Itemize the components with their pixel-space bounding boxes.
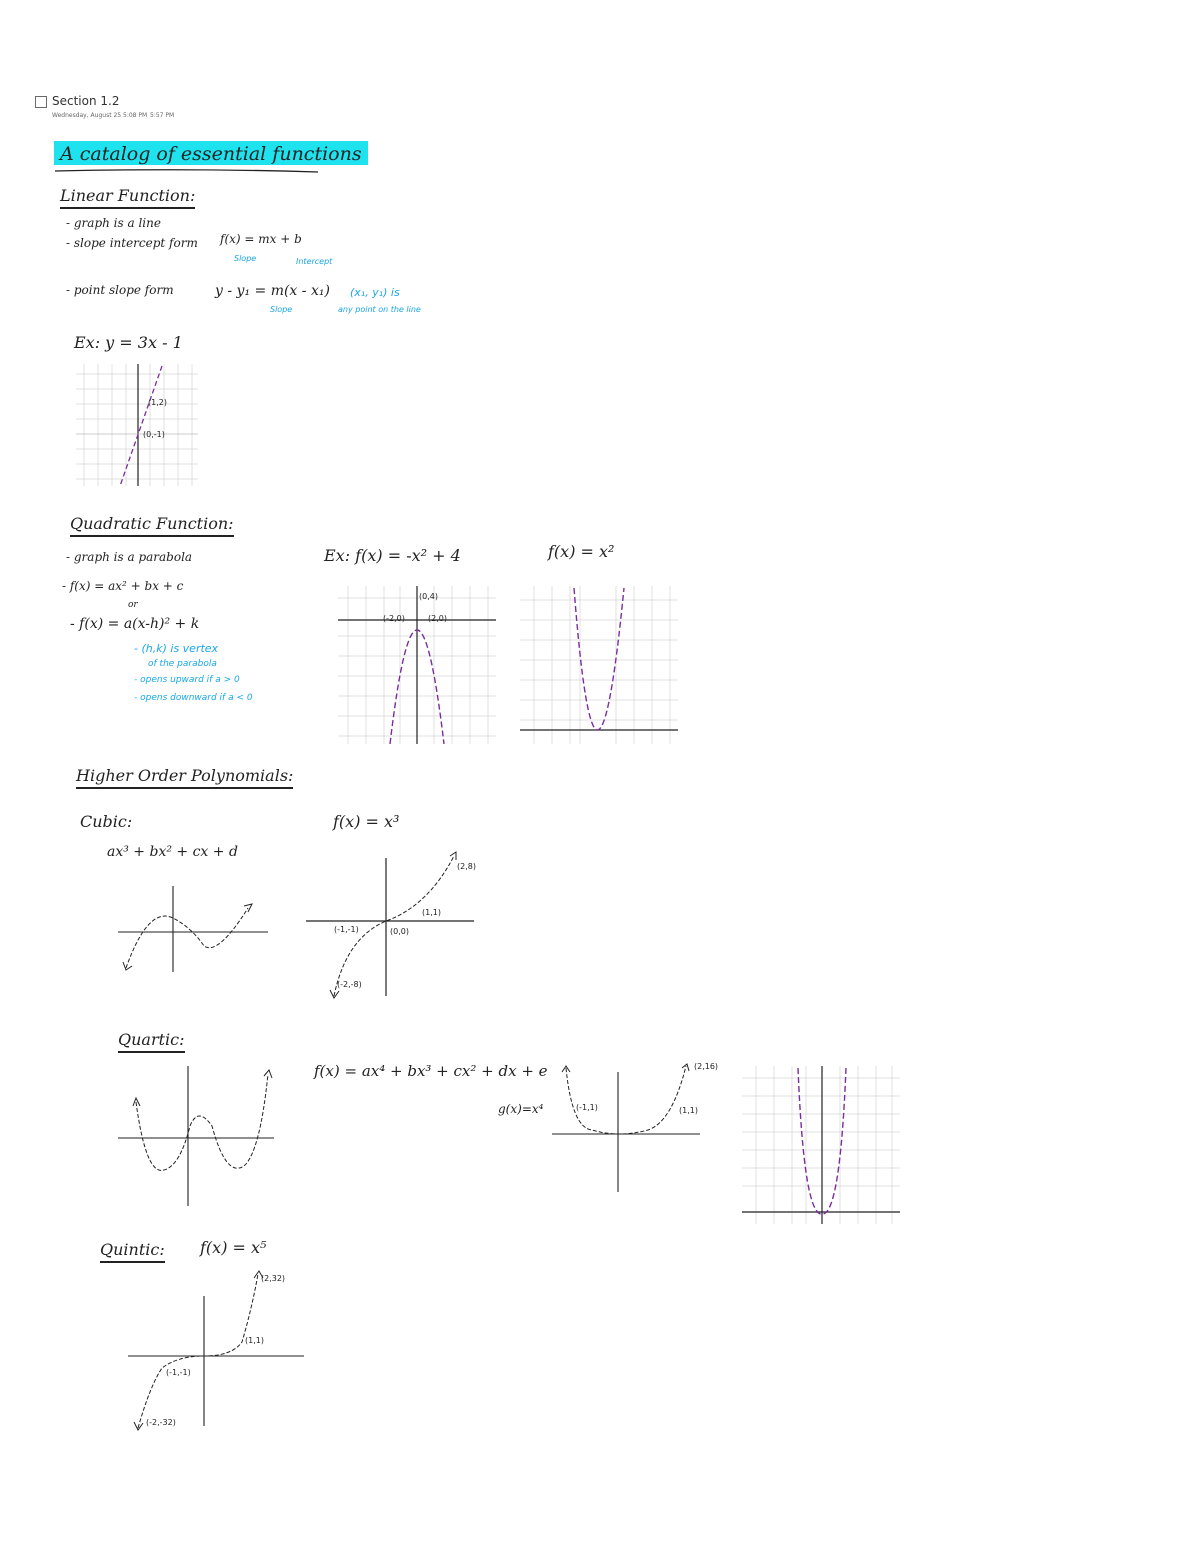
- quartic-sketch-graph: [552, 1062, 702, 1194]
- quadratic-note-1: - (h,k) is vertex: [134, 642, 219, 655]
- quartic-heading: Quartic:: [118, 1030, 185, 1053]
- cubic-parent-graph: [306, 848, 476, 998]
- linear-graph: [76, 364, 206, 489]
- cubic-general-graph: [118, 886, 268, 976]
- quadratic-root-right: (2,0): [428, 614, 447, 623]
- intercept-note: Intercept: [296, 257, 333, 266]
- quartic-example: g(x)=x⁴: [498, 1102, 544, 1116]
- quartic-point-1: (2,16): [694, 1062, 719, 1071]
- quadratic-parent-curve: [574, 588, 624, 730]
- page-title-text: A catalog of essential functions: [54, 141, 368, 165]
- quadratic-bullet-1: - graph is a parabola: [66, 550, 193, 564]
- slope-note-2: Slope: [270, 305, 293, 314]
- linear-bullet-1: - graph is a line: [66, 216, 161, 230]
- quintic-graph: [128, 1268, 308, 1433]
- cubic-formula: ax³ + bx² + cx + d: [107, 844, 238, 860]
- quintic-example: f(x) = x⁵: [200, 1238, 267, 1257]
- quadratic-note-3: - opens upward if a > 0: [134, 675, 240, 685]
- quadratic-root-left: (-2,0): [383, 614, 405, 623]
- point-note-1: (x₁, y₁) is: [350, 286, 400, 299]
- quadratic-example: Ex: f(x) = -x² + 4: [324, 546, 461, 565]
- quadratic-example-graph: [338, 586, 498, 746]
- quintic-point-3: (-1,-1): [166, 1368, 191, 1377]
- quadratic-note-2: of the parabola: [148, 659, 217, 669]
- point-note-2: any point on the line: [338, 305, 421, 314]
- linear-point-1: (1,2): [148, 398, 167, 407]
- cubic-point-3: (-1,-1): [334, 925, 359, 934]
- section-title: Section 1.2: [52, 94, 120, 108]
- cubic-heading: Cubic:: [80, 812, 133, 831]
- quartic-parent-graph: [742, 1066, 902, 1226]
- quintic-point-4: (-2,-32): [146, 1418, 176, 1427]
- quadratic-note-4: - opens downward if a < 0: [134, 693, 253, 703]
- quartic-formula: f(x) = ax⁴ + bx³ + cx² + dx + e: [314, 1062, 548, 1080]
- cubic-example: f(x) = x³: [333, 812, 400, 831]
- linear-point-2: (0,-1): [143, 430, 165, 439]
- section-time: 5:57 PM: [150, 112, 175, 119]
- slope-note: Slope: [234, 254, 257, 263]
- cubic-point-4: (0,0): [390, 927, 409, 936]
- cubic-point-1: (2,8): [457, 862, 476, 871]
- quadratic-vertex: (0,4): [419, 592, 438, 601]
- section-date: Wednesday, August 25 5:08 PM: [52, 112, 148, 119]
- quadratic-parent-graph: [520, 586, 680, 746]
- quadratic-bullet-2: - f(x) = ax² + bx + c: [62, 579, 184, 593]
- quintic-point-2: (1,1): [245, 1336, 264, 1345]
- quadratic-or: or: [128, 600, 138, 610]
- quartic-point-3: (1,1): [679, 1106, 698, 1115]
- linear-example: Ex: y = 3x - 1: [74, 333, 183, 352]
- quintic-heading: Quintic:: [100, 1240, 165, 1263]
- linear-heading: Linear Function:: [60, 186, 195, 209]
- quadratic-heading: Quadratic Function:: [70, 514, 234, 537]
- higher-heading: Higher Order Polynomials:: [76, 766, 293, 789]
- linear-formula-point-slope: y - y₁ = m(x - x₁): [215, 283, 330, 299]
- cubic-point-2: (1,1): [422, 908, 441, 917]
- linear-bullet-3: - point slope form: [66, 283, 174, 297]
- quartic-point-2: (-1,1): [576, 1103, 598, 1112]
- linear-formula-slope-intercept: f(x) = mx + b: [220, 232, 302, 246]
- quadratic-bullet-3: - f(x) = a(x-h)² + k: [70, 616, 200, 632]
- quintic-point-1: (2,32): [261, 1274, 286, 1283]
- quadratic-parent-label: f(x) = x²: [548, 542, 615, 561]
- linear-bullet-2: - slope intercept form: [66, 236, 198, 250]
- quartic-general-graph: [118, 1066, 278, 1206]
- cubic-point-5: (-2,-8): [337, 980, 362, 989]
